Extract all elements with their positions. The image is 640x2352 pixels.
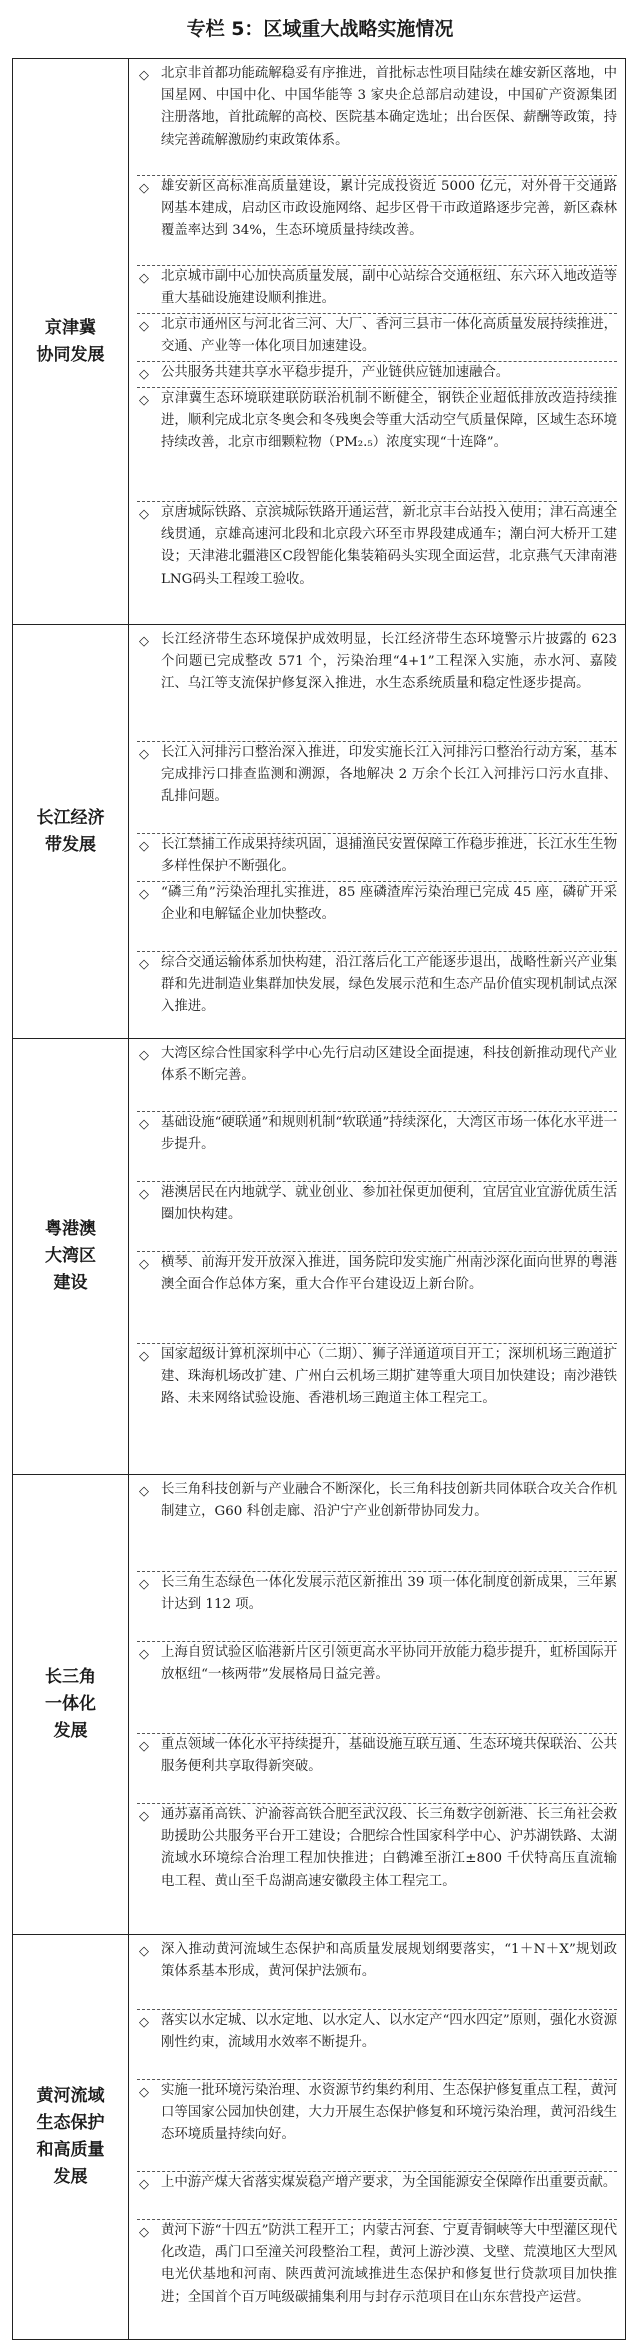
list-item xyxy=(137,2171,617,2219)
item-text: 港澳居民在内地就学、就业创业、参加社保更加便利，宜居宜业宜游优质生活圈加快构建。 xyxy=(161,1185,617,1223)
diamond-bullet-icon: ◇ xyxy=(139,68,149,83)
list-item xyxy=(137,175,617,265)
list-item xyxy=(137,1939,617,2009)
diamond-bullet-icon: ◇ xyxy=(139,507,149,522)
section-items xyxy=(129,1039,625,1474)
diamond-bullet-icon: ◇ xyxy=(139,1349,149,1364)
diamond-bullet-icon: ◇ xyxy=(139,1647,149,1662)
diamond-bullet-icon: ◇ xyxy=(139,1809,149,1824)
item-text: 长三角科技创新与产业融合不断深化，长三角科技创新共同体联合攻关合作机制建立，G60 科创走廊、沿沪宁产业创新带协同发力。 xyxy=(161,1482,617,1520)
section-label: 黄河流域 生态保护 和高质量 发展 xyxy=(36,2086,105,2187)
diamond-bullet-icon: ◇ xyxy=(139,747,149,762)
section-label-cell xyxy=(13,59,129,624)
list-item xyxy=(137,881,617,951)
item-text: 长江入河排污口整治深入推进，印发实施长江入河排污口整治行动方案，基本完成排污口排查监测和溯源，各地解决 2 万余个长江入河排污口污水直排、乱排问题。 xyxy=(161,745,617,805)
diamond-bullet-icon: ◇ xyxy=(139,1048,149,1063)
item-text: 北京城市副中心加快高质量发展，副中心站综合交通枢纽、东六环入地改造等重大基础设施建设顺利推进。 xyxy=(161,269,617,307)
diamond-bullet-icon: ◇ xyxy=(139,367,149,382)
list-item xyxy=(137,1111,617,1181)
diamond-bullet-icon: ◇ xyxy=(139,1187,149,1202)
diamond-bullet-icon: ◇ xyxy=(139,1739,149,1754)
item-text: 黄河下游“十四五”防洪工程开工；内蒙古河套、宁夏青铜峡等大中型灌区现代化改造，禹门口至潼关河段整治工程，黄河上游沙漠、戈壁、荒漠地区大型风电光伏基地和河南、陕西黄河流域推进生态保护和修复世行贷款项目加快推进；全国首个百万吨级碳捕集利用与封存示范项目在山东东营投产运营。 xyxy=(161,2223,617,2305)
item-text: 上海自贸试验区临港新片区引领更高水平协同开放能力稳步提升，虹桥国际开放枢纽“一核两带”发展格局日益完善。 xyxy=(161,1645,617,1683)
diamond-bullet-icon: ◇ xyxy=(139,2225,149,2240)
item-text: 上中游产煤大省落实煤炭稳产增产要求，为全国能源安全保障作出重要贡献。 xyxy=(161,2175,617,2190)
section-yellow-river xyxy=(13,1935,625,2339)
section-label: 长江经济 带发展 xyxy=(36,807,105,855)
section-items xyxy=(129,59,625,624)
item-text: 深入推动黄河流域生态保护和高质量发展规划纲要落实，“1＋N＋X”规划政策体系基本形成，黄河保护法颁布。 xyxy=(161,1942,617,1980)
list-item xyxy=(137,1181,617,1251)
list-item xyxy=(137,501,617,621)
item-text: 重点领域一体化水平持续提升，基础设施互联互通、生态环境共保联治、公共服务便利共享取得新突破。 xyxy=(161,1737,617,1775)
item-text: 北京市通州区与河北省三河、大厂、香河三县市一体化高质量发展持续推进，交通、产业等一体化项目加速建设。 xyxy=(161,317,617,355)
item-text: 综合交通运输体系加快构建，沿江落后化工产能逐步退出，战略性新兴产业集群和先进制造业集群加快发展，绿色发展示范和生态产品价值实现机制试点深入推进。 xyxy=(161,955,617,1015)
diamond-bullet-icon: ◇ xyxy=(139,2015,149,2030)
list-item xyxy=(137,313,617,361)
list-item xyxy=(137,1803,617,1933)
item-text: 长江禁捕工作成果持续巩固，退捕渔民安置保障工作稳步推进，长江水生生物多样性保护不断强化。 xyxy=(161,837,617,875)
diamond-bullet-icon: ◇ xyxy=(139,1577,149,1592)
section-items xyxy=(129,625,625,1038)
list-item xyxy=(137,1043,617,1111)
item-text: 基础设施“硬联通”和规则机制“软联通”持续深化，大湾区市场一体化水平进一步提升。 xyxy=(161,1115,617,1153)
diamond-bullet-icon: ◇ xyxy=(139,1117,149,1132)
list-item xyxy=(137,361,617,387)
diamond-bullet-icon: ◇ xyxy=(139,839,149,854)
diamond-bullet-icon: ◇ xyxy=(139,2085,149,2100)
section-label-cell xyxy=(13,1935,129,2339)
list-item xyxy=(137,629,617,741)
list-item xyxy=(137,2079,617,2171)
strategy-table xyxy=(12,58,626,2340)
section-yangtze xyxy=(13,625,625,1039)
section-greater-bay xyxy=(13,1039,625,1475)
item-text: “磷三角”污染治理扎实推进，85 座磷渣库污染治理已完成 45 座，磷矿开采企业和电解锰企业加快整改。 xyxy=(161,885,617,923)
list-item xyxy=(137,1479,617,1571)
diamond-bullet-icon: ◇ xyxy=(139,887,149,902)
item-text: 国家超级计算机深圳中心（二期）、狮子洋通道项目开工；深圳机场三跑道扩建、珠海机场改扩建、广州白云机场三期扩建等重大项目加快建设；南沙港铁路、未来网络试验设施、香港机场三跑道主体工程完工。 xyxy=(161,1347,617,1407)
diamond-bullet-icon: ◇ xyxy=(139,2177,149,2192)
item-text: 大湾区综合性国家科学中心先行启动区建设全面提速，科技创新推动现代产业体系不断完善。 xyxy=(161,1046,617,1084)
diamond-bullet-icon: ◇ xyxy=(139,1257,149,1272)
item-text: 北京非首都功能疏解稳妥有序推进，首批标志性项目陆续在雄安新区落地，中国星网、中国中化、中国华能等 3 家央企总部启动建设，中国矿产资源集团注册落地，首批疏解的高校、医院基本确定选址；出台医保、薪酬等政策，持续完善疏解激励约束政策体系。 xyxy=(161,66,617,148)
section-items xyxy=(129,1935,625,2339)
item-text: 横琴、前海开发开放深入推进，国务院印发实施广州南沙深化面向世界的粤港澳全面合作总体方案，重大合作平台建设迈上新台阶。 xyxy=(161,1255,617,1293)
section-label: 长三角 一体化 发展 xyxy=(45,1667,96,1741)
section-label: 京津冀 协同发展 xyxy=(36,317,105,365)
list-item xyxy=(137,63,617,175)
section-yangtze-delta xyxy=(13,1475,625,1935)
list-item xyxy=(137,1571,617,1641)
list-item xyxy=(137,387,617,501)
list-item xyxy=(137,1343,617,1473)
item-text: 公共服务共建共享水平稳步提升，产业链供应链加速融合。 xyxy=(161,365,510,380)
diamond-bullet-icon: ◇ xyxy=(139,957,149,972)
diamond-bullet-icon: ◇ xyxy=(139,1484,149,1499)
item-text: 长三角生态绿色一体化发展示范区新推出 39 项一体化制度创新成果，三年累计达到 112 项。 xyxy=(161,1575,617,1613)
section-items xyxy=(129,1475,625,1934)
list-item xyxy=(137,1641,617,1733)
diamond-bullet-icon: ◇ xyxy=(139,271,149,286)
diamond-bullet-icon: ◇ xyxy=(139,181,149,196)
section-label: 粤港澳 大湾区 建设 xyxy=(45,1219,96,1293)
section-label-cell xyxy=(13,1475,129,1934)
item-text: 通苏嘉甬高铁、沪渝蓉高铁合肥至武汉段、长三角数字创新港、长三角社会救助援助公共服务平台开工建设；合肥综合性国家科学中心、沪苏湖铁路、太湖流域水环境综合治理工程加快推进；白鹤滩至浙江±800 千伏特高压直流输电工程、黄山至千岛湖高速安徽段主体工程完工。 xyxy=(161,1807,617,1889)
item-text: 京津冀生态环境联建联防联治机制不断健全，钢铁企业超低排放改造持续推进，顺利完成北京冬奥会和冬残奥会等重大活动空气质量保障，区域生态环境持续改善，北京市细颗粒物（PM₂.₅）浓度实现“十连降”。 xyxy=(161,391,617,451)
item-text: 实施一批环境污染治理、水资源节约集约利用、生态保护修复重点工程，黄河口等国家公园加快创建，大力开展生态保护修复和环境污染治理，黄河沿线生态环境质量持续向好。 xyxy=(161,2083,617,2143)
list-item xyxy=(137,1251,617,1343)
list-item xyxy=(137,741,617,833)
list-item xyxy=(137,2219,617,2337)
diamond-bullet-icon: ◇ xyxy=(139,393,149,408)
list-item xyxy=(137,2009,617,2079)
item-text: 长江经济带生态环境保护成效明显，长江经济带生态环境警示片披露的 623 个问题已完成整改 571 个，污染治理“4+1”工程深入实施，赤水河、嘉陵江、乌江等支流保护修复深入推进，水生态系统质量和稳定性逐步提高。 xyxy=(161,632,617,692)
item-text: 雄安新区高标准高质量建设，累计完成投资近 5000 亿元，对外骨干交通路网基本建成，启动区市政设施网络、起步区骨干市政道路逐步完善，新区森林覆盖率达到 34%，生态环境质量持续改善。 xyxy=(161,179,617,239)
diamond-bullet-icon: ◇ xyxy=(139,634,149,649)
list-item xyxy=(137,951,617,1037)
list-item xyxy=(137,1733,617,1803)
diamond-bullet-icon: ◇ xyxy=(139,319,149,334)
section-label-cell xyxy=(13,1039,129,1474)
item-text: 京唐城际铁路、京滨城际铁路开通运营，新北京丰台站投入使用；津石高速全线贯通，京雄高速河北段和北京段六环至市界段建成通车；潮白河大桥开工建设；天津港北疆港区C段智能化集装箱码头实现全面运营，北京燕气天津南港LNG码头工程竣工验收。 xyxy=(161,505,617,587)
list-item xyxy=(137,833,617,881)
item-text: 落实以水定城、以水定地、以水定人、以水定产“四水四定”原则，强化水资源刚性约束，流域用水效率不断提升。 xyxy=(161,2013,617,2051)
section-jingjinji xyxy=(13,59,625,625)
list-item xyxy=(137,265,617,313)
diamond-bullet-icon: ◇ xyxy=(139,1944,149,1959)
page-title: 专栏 5：区域重大战略实施情况 xyxy=(186,18,454,40)
section-label-cell xyxy=(13,625,129,1038)
